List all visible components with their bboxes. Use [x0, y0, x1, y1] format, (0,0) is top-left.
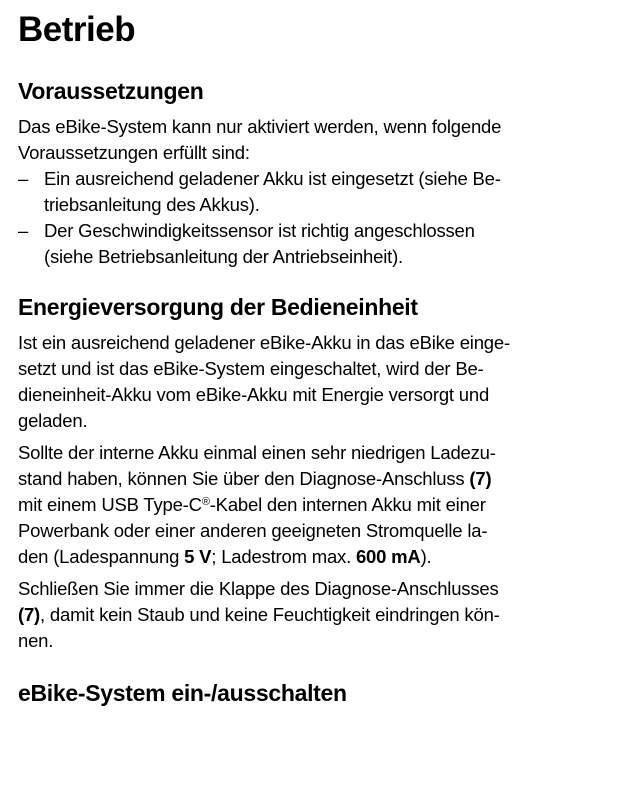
section-intro: Das eBike-System kann nur aktiviert werden, wenn folgende Voraussetzungen erfüllt sind: [18, 116, 502, 163]
text-span: ; Ladestrom max. [211, 546, 356, 567]
dash-marker: – [18, 220, 29, 241]
reference-number: (7) [18, 604, 41, 625]
list-item-text: triebsanleitung des Akkus). [44, 194, 260, 215]
text-line: dieneinheit-Akku vom eBike-Akku mit Energie versorgt und [18, 384, 490, 405]
reference-number: (7) [469, 468, 492, 489]
list-item-text: (siehe Betriebsanleitung der Antriebseinheit). [44, 246, 403, 267]
charging-current: 600 mA [355, 546, 421, 567]
text-span: den (Ladespannung [18, 546, 185, 567]
text-line: setzt und ist das eBike-System eingeschaltet, wird der Be- [18, 358, 484, 379]
text-line [18, 492, 622, 518]
list-item-text: Der Geschwindigkeitssensor ist richtig angeschlossen [44, 220, 475, 241]
text-span: , damit kein Staub und keine Feuchtigkeit eindringen kön- [40, 604, 500, 625]
text-span: ). [420, 546, 432, 567]
text-line: Powerbank oder einer anderen geeigneten Stromquelle la- [18, 520, 488, 541]
text-span: mit einem USB Type-C [18, 494, 202, 515]
text-line [18, 544, 622, 570]
list-item-text: Ein ausreichend geladener Akku ist eingesetzt (siehe Be- [44, 168, 501, 189]
paragraph [18, 576, 622, 654]
dash-marker: – [18, 168, 29, 189]
text-line: Sollte der interne Akku einmal einen sehr niedrigen Ladezu- [18, 442, 496, 463]
section-title-ein-ausschalten: eBike-System ein-/ausschalten [18, 680, 347, 706]
text-line: Schließen Sie immer die Klappe des Diagnose-Anschlusses [18, 578, 499, 599]
text-span: -Kabel den internen Akku mit einer [209, 494, 486, 515]
text-line: geladen. [18, 410, 88, 431]
text-line [18, 602, 622, 628]
section-title-voraussetzungen: Voraussetzungen [18, 78, 204, 104]
list-item [18, 218, 622, 270]
text-line: Ist ein ausreichend geladener eBike-Akku in das eBike einge- [18, 332, 510, 353]
text-line [18, 466, 622, 492]
paragraph [18, 330, 622, 434]
registered-mark: ® [201, 496, 210, 508]
text-line: nen. [18, 630, 54, 651]
list-item [18, 166, 622, 218]
paragraph [18, 440, 622, 570]
page-heading: Betrieb [18, 10, 136, 49]
section-title-energieversorgung: Energieversorgung der Bedieneinheit [18, 294, 418, 320]
text-span: stand haben, können Sie über den Diagnose-Anschluss [18, 468, 470, 489]
charging-voltage: 5 V [184, 546, 212, 567]
